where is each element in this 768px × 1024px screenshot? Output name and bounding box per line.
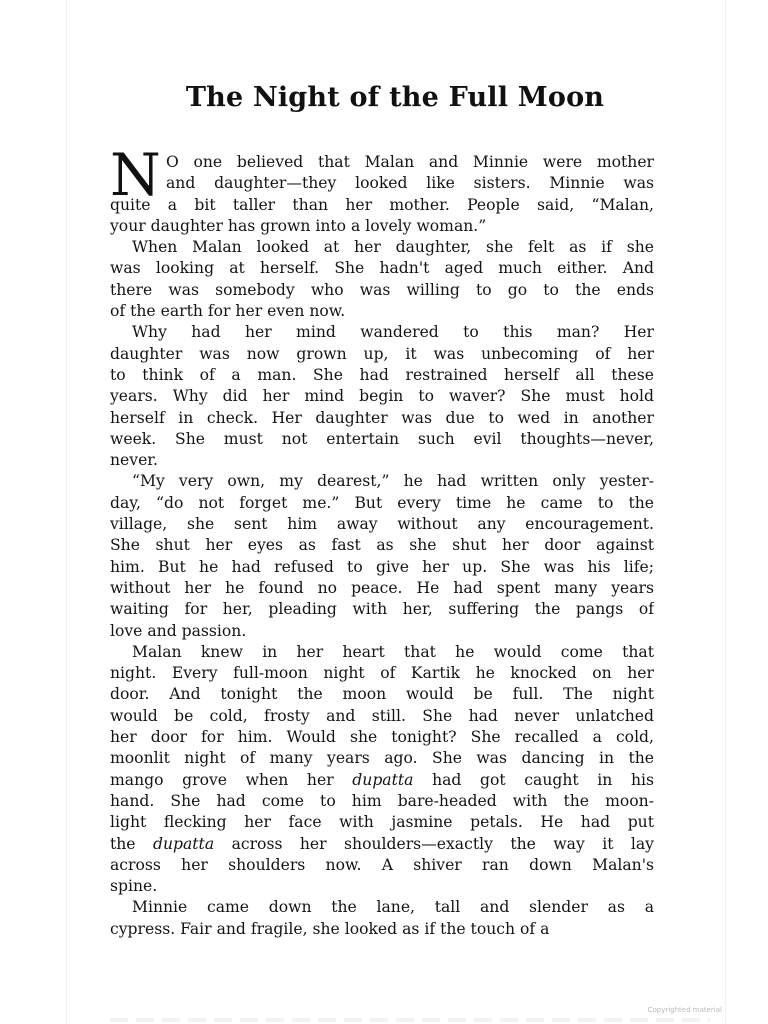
text-line: cypress. Fair and fragile, she looked as if the touch of a	[110, 919, 550, 938]
copyright-watermark: Copyrighted material	[647, 1006, 722, 1014]
text-line: Minnie came down the lane, tall and slender as a	[132, 898, 654, 917]
text-line: Malan knew in her heart that he would come that	[132, 642, 654, 661]
text-line: the dupatta across her shoulders—exactly the way it lay	[110, 834, 654, 853]
text-line: love and passion.	[110, 621, 247, 640]
text-line: “My very own, my dearest,” he had written only yester-	[132, 472, 654, 491]
text-line: light flecking her face with jasmine petals. He had put	[110, 813, 654, 832]
text-line: hand. She had come to him bare-headed with the moon-	[110, 791, 654, 810]
text-line: When Malan looked at her daughter, she felt as if she	[132, 238, 654, 257]
text-line: across her shoulders now. A shiver ran down Malan's	[110, 855, 654, 874]
text-line: door. And tonight the moon would be full. The night	[110, 685, 654, 704]
text-line: O one believed that Malan and Minnie were mother	[166, 153, 654, 171]
text-line: village, she sent him away without any encouragement.	[110, 515, 654, 534]
text-line: spine.	[110, 877, 158, 896]
chapter-body	[110, 141, 654, 940]
text-line: there was somebody who was willing to go to the ends	[110, 280, 654, 299]
text-line: without her he found no peace. He had spent many years	[110, 578, 654, 597]
text-line: quite a bit taller than her mother. People said, “Malan,	[110, 195, 654, 214]
text-line: of the earth for her even now.	[110, 302, 346, 321]
text-line: to think of a man. She had restrained herself all these	[110, 365, 654, 384]
next-page-shadow	[110, 1018, 710, 1022]
text-line: and daughter—they looked like sisters. Minnie was	[166, 174, 654, 193]
text-line: day, “do not forget me.” But every time he came to the	[110, 493, 654, 512]
text-line: moonlit night of many years ago. She was dancing in the	[110, 749, 654, 768]
text-line: night. Every full-moon night of Kartik he knocked on her	[110, 664, 654, 683]
text-line: daughter was now grown up, it was unbecoming of her	[110, 344, 654, 363]
text-line: Why had her mind wandered to this man? Her	[132, 323, 654, 342]
drop-cap: N	[110, 141, 161, 209]
text-line: She shut her eyes as fast as she shut her door against	[110, 536, 654, 555]
text-line: week. She must not entertain such evil thoughts—never,	[110, 429, 654, 448]
text-line: your daughter has grown into a lovely woman.”	[110, 216, 487, 235]
text-line: her door for him. Would she tonight? She recalled a cold,	[110, 728, 654, 747]
text-line: waiting for her, pleading with her, suffering the pangs of	[110, 600, 654, 619]
text-line: mango grove when her dupatta had got caught in his	[110, 770, 654, 789]
text-line: was looking at herself. She hadn't aged much either. And	[110, 259, 654, 278]
chapter-title: The Night of the Full Moon	[185, 82, 605, 113]
text-line: would be cold, frosty and still. She had never unlatched	[110, 706, 654, 725]
text-line: never.	[110, 451, 159, 470]
text-line: herself in check. Her daughter was due to wed in another	[110, 408, 654, 427]
text-line: him. But he had refused to give her up. She was his life;	[110, 557, 654, 576]
text-line: years. Why did her mind begin to waver? She must hold	[110, 387, 654, 406]
